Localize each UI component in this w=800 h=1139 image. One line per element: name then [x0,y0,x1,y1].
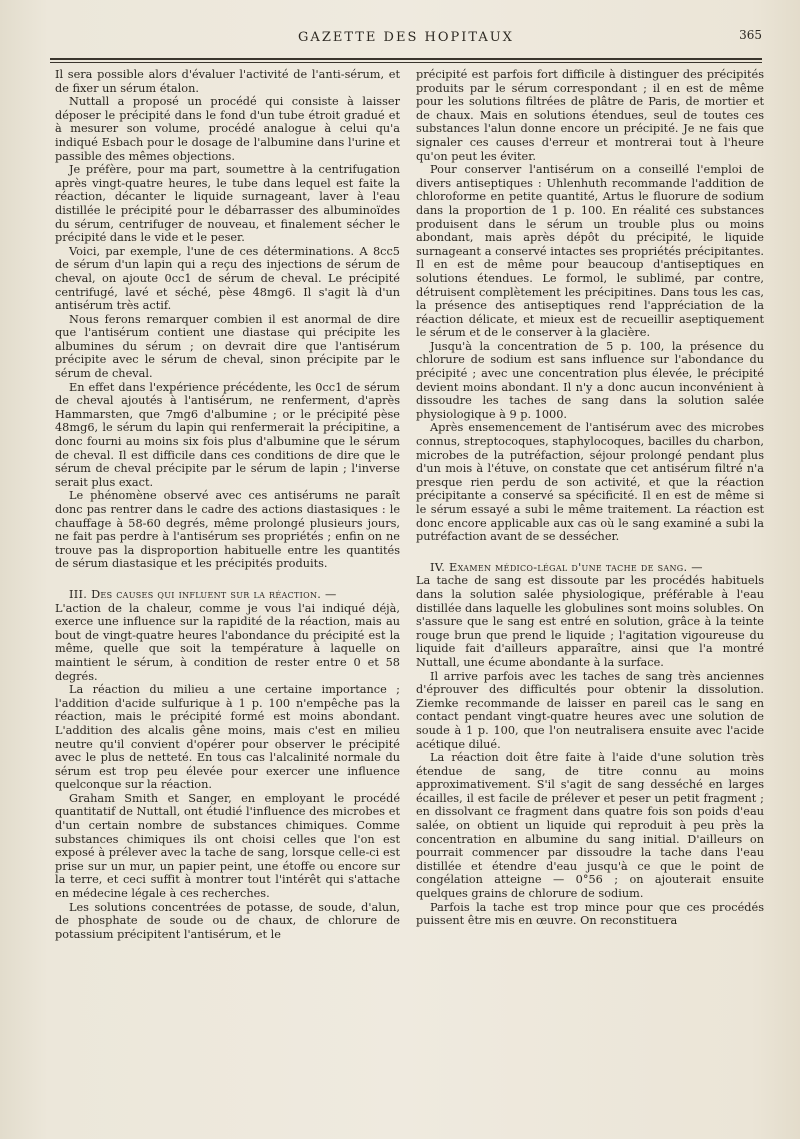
section-heading: III. Des causes qui influent sur la réaction. — [69,587,337,601]
left-column [55,68,400,941]
section-gap [55,571,400,588]
paragraph: La réaction du milieu a une certaine importance ; l'addition d'acide sulfurique à 1 p. 100 n'empêche pas la réaction, mais le précipité formé est moins abondant. L'addition des alcalis gêne moins, mais c'est en milieu neutre qu'il convient d'opérer pour observer le précipité avec le plus de netteté. En tous cas l'alcalinité normale du sérum est trop peu élevée pour exercer une influence quelconque sur la réaction. [55,683,400,792]
paragraph: Pour conserver l'antisérum on a conseillé l'emploi de divers antiseptiques : Uhlenhuth recommande l'addition de chloroforme en petite quantité, Artus le fluorure de sodium dans la proportion de 1 p. 100. En réalité ces substances produisent dans le sérum un trouble plus ou moins abondant, mais après dépôt du précipité, le liquide surnageant a conservé intactes ses propriétés précipitantes. Il en est de même pour beaucoup d'antiseptiques en solutions étendues. Le formol, le sublimé, par contre, détruisent complètement les précipitines. Dans tous les cas, la présence des antiseptiques rend l'appréciation de la réaction délicate, et mieux est de recueillir aseptiquement le sérum et de le conserver à la glacière. [416,163,764,340]
paragraph: Nuttall a proposé un procédé qui consiste à laisser déposer le précipité dans le fond d'un tube étroit gradué et à mesurer son volume, procédé analogue à celui qu'a indiqué Esbach pour le dosage de l'albumine dans l'urine et passible des mêmes objections. [55,95,400,163]
paragraph: La tache de sang est dissoute par les procédés habituels dans la solution salée physiologique, préférable à l'eau distillée dans laquelle les globulines sont moins solubles. On s'assure que le sang est entré en solution, grâce à la teinte rouge brun que prend le liquide ; l'agitation vigoureuse du liquide fait d'ailleurs apparaître, ainsi que l'a montré Nuttall, une écume abondante à la surface. [416,574,764,669]
paragraph: La réaction doit être faite à l'aide d'une solution très étendue de sang, de titre connu au moins approximativement. S'il s'agit de sang desséché en larges écailles, il est facile de prélever et peser un petit fragment ; en dissolvant ce fragment dans quatre fois son poids d'eau salée, on obtient un liquide qui reproduit à peu près la concentration en albumine du sang initial. D'ailleurs on pourrait commencer par dissoudre la tache dans l'eau distillée et étendre d'eau jusqu'à ce que le point de congélation atteigne — 0°56 ; on ajouterait ensuite quelques grains de chlorure de sodium. [416,751,764,901]
section-heading: IV. Examen médico-légal d'une tache de sang. — [430,560,703,574]
paragraph: précipité est parfois fort difficile à distinguer des précipités produits par le sérum correspondant ; il en est de même pour les solutions filtrées de plâtre de Paris, de mortier et de chaux. Mais en solutions étendues, seul de toutes ces substances l'alun donne encore un précipité. Je ne fais que signaler ces causes d'erreur et montrerai tout à l'heure qu'on peut les éviter. [416,68,764,163]
page-number: 365 [739,28,762,42]
paragraph: Il arrive parfois avec les taches de sang très anciennes d'éprouver des difficultés pour obtenir la dissolution. Ziemke recommande de laisser en pareil cas le sang en contact pendant vingt-quatre heures avec une solution de soude à 1 p. 100, que l'on neutralisera ensuite avec l'acide acétique dilué. [416,669,764,751]
paragraph: En effet dans l'expérience précédente, les 0cc1 de sérum de cheval ajoutés à l'antisérum, ne renferment, d'après Hammarsten, que 7mg6 d'albumine ; or le précipité pèse 48mg6, le sérum du lapin qui renfermerait la précipitine, a donc fourni au moins six fois plus d'albumine que le sérum de cheval. Il est difficile dans ces conditions de dire que le sérum de cheval précipite par le sérum de lapin ; l'inverse serait plus exact. [55,380,400,489]
right-column [416,68,764,928]
header-rule-thick [50,58,762,60]
paragraph: Voici, par exemple, l'une de ces déterminations. A 8cc5 de sérum d'un lapin qui a reçu des injections de sérum de cheval, on ajoute 0cc1 de sérum de cheval. Le précipité centrifugé, lavé et séché, pèse 48mg6. Il s'agit là d'un antisérum très actif. [55,244,400,313]
section-gap [416,544,764,561]
paragraph: L'action de la chaleur, comme je vous l'ai indiqué déjà, exerce une influence sur la rapidité de la réaction, mais au bout de vingt-quatre heures l'abondance du précipité est la même, quelle que soit la température à laquelle on maintient le sérum, à condition de rester entre 0 et 58 degrés. [55,601,400,683]
paragraph: Il sera possible alors d'évaluer l'activité de l'anti-sérum, et de fixer un sérum étalon. [55,68,400,95]
running-title: GAZETTE DES HOPITAUX [298,30,514,45]
paragraph: Les solutions concentrées de potasse, de soude, d'alun, de phosphate de soude ou de chaux, de chlorure de potassium précipitent l'antisérum, et le [55,900,400,941]
paragraph: Le phénomène observé avec ces antisérums ne paraît donc pas rentrer dans le cadre des actions diastasiques : le chauffage à 58-60 degrés, même prolongé plusieurs jours, ne fait pas perdre à l'antisérum ses propriétés ; enfin on ne trouve pas la disproportion habituelle entre les quantités de sérum diastasique et les précipités produits. [55,489,400,571]
paragraph: Après ensemencement de l'antisérum avec des microbes connus, streptocoques, staphylocoques, bacilles du charbon, microbes de la putréfaction, séjour prolongé pendant plus d'un mois à l'étuve, on constate que cet antisérum filtré n'a presque rien perdu de son activité, et que la réaction précipitante a conservé sa spécificité. Il en est de même si le sérum essayé a subi le même traitement. La réaction est donc encore applicable aux cas où le sang examiné a subi la putréfaction avant de se dessécher. [416,421,764,544]
paragraph: Nous ferons remarquer combien il est anormal de dire que l'antisérum contient une diastase qui précipite les albumines du sérum ; on devrait dire que l'antisérum précipite avec le sérum de cheval, sinon précipite par le sérum de cheval. [55,312,400,381]
paragraph: Parfois la tache est trop mince pour que ces procédés puissent être mis en œuvre. On reconstituera [416,900,764,928]
header-rule-thin [50,62,762,63]
paragraph: Je préfère, pour ma part, soumettre à la centrifugation après vingt-quatre heures, le tube dans lequel est faite la réaction, décanter le liquide surnageant, laver à l'eau distillée le précipité pour le débarrasser des albuminoïdes du sérum, centrifuger de nouveau, et finalement sécher le précipité dans le vide et le peser. [55,163,400,245]
page-header [50,22,762,58]
paragraph: Graham Smith et Sanger, en employant le procédé quantitatif de Nuttall, ont étudié l'influence des microbes et d'un certain nombre de substances chimiques. Comme substances chimiques ils ont choisi celles que l'on est exposé à prélever avec la tache de sang, lorsque celle-ci est prise sur un mur, un papier peint, une étoffe ou encore sur la terre, et ceci suffit à montrer tout l'intérêt qui s'attache en médecine légale à ces recherches. [55,791,400,901]
paragraph: Jusqu'à la concentration de 5 p. 100, la présence du chlorure de sodium est sans influence sur l'abondance du précipité ; avec une concentration plus élevée, le précipité devient moins abondant. Il n'y a donc aucun inconvénient à dissoudre les taches de sang dans la solution salée physiologique à 9 p. 1000. [416,339,764,421]
